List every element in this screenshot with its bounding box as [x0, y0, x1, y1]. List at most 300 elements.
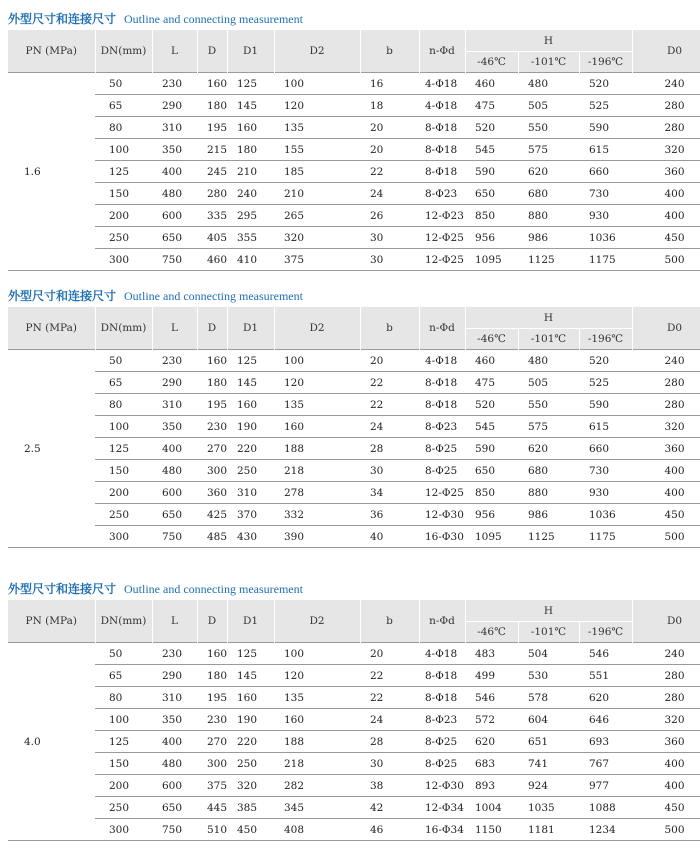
cell-d2: 218 [274, 460, 360, 482]
cell-h-46: 850 [465, 205, 518, 227]
cell-dn: 150 [95, 183, 152, 205]
header-d2: D2 [274, 307, 360, 350]
cell-h-101: 1181 [518, 819, 579, 841]
header-d0: D0 [632, 307, 700, 350]
table-row [8, 394, 700, 416]
table-row [8, 753, 700, 775]
cell-d1: 210 [227, 161, 274, 183]
cell-l: 350 [152, 709, 197, 731]
header-dn: DN(mm) [95, 30, 152, 73]
header-d: D [197, 600, 227, 643]
cell-h-46: 590 [465, 161, 518, 183]
header-pn: PN (MPa) [8, 30, 95, 73]
cell-d: 160 [197, 350, 227, 372]
cell-d1: 320 [227, 775, 274, 797]
cell-nd: 8-Φ18 [419, 665, 465, 687]
cell-nd: 8-Φ18 [419, 687, 465, 709]
cell-d0: 360 [632, 438, 700, 460]
cell-d0: 450 [632, 227, 700, 249]
header-nd: n-Φd [419, 30, 465, 73]
cell-h-46: 475 [465, 95, 518, 117]
cell-d: 160 [197, 643, 227, 665]
cell-d2: 100 [274, 73, 360, 95]
cell-h-196: 1036 [579, 227, 632, 249]
spec-table [8, 307, 700, 548]
cell-b: 24 [360, 183, 419, 205]
cell-h-196: 660 [579, 161, 632, 183]
section-title-en: Outline and connecting measurement [124, 12, 303, 26]
cell-d: 195 [197, 687, 227, 709]
cell-l: 650 [152, 227, 197, 249]
cell-h-101: 480 [518, 73, 579, 95]
table-row [8, 775, 700, 797]
spec-table [8, 600, 700, 841]
cell-d2: 185 [274, 161, 360, 183]
cell-d2: 375 [274, 249, 360, 271]
cell-d2: 135 [274, 394, 360, 416]
cell-nd: 8-Φ23 [419, 709, 465, 731]
cell-d1: 370 [227, 504, 274, 526]
table-row [8, 526, 700, 548]
cell-d0: 400 [632, 482, 700, 504]
cell-b: 20 [360, 350, 419, 372]
table-row [8, 438, 700, 460]
table-row [8, 797, 700, 819]
cell-d1: 190 [227, 416, 274, 438]
cell-d0: 450 [632, 504, 700, 526]
cell-d1: 145 [227, 372, 274, 394]
cell-d0: 240 [632, 350, 700, 372]
header-h-196: -196℃ [579, 329, 632, 350]
cell-h-196: 660 [579, 438, 632, 460]
table-row [8, 139, 700, 161]
cell-h-196: 615 [579, 416, 632, 438]
cell-h-101: 680 [518, 183, 579, 205]
cell-l: 600 [152, 482, 197, 504]
cell-b: 42 [360, 797, 419, 819]
cell-l: 310 [152, 117, 197, 139]
cell-dn: 300 [95, 526, 152, 548]
cell-h-101: 1125 [518, 526, 579, 548]
cell-b: 30 [360, 227, 419, 249]
cell-d2: 120 [274, 372, 360, 394]
cell-h-196: 520 [579, 350, 632, 372]
cell-nd: 12-Φ25 [419, 249, 465, 271]
cell-dn: 65 [95, 95, 152, 117]
cell-l: 350 [152, 416, 197, 438]
header-h: H [465, 30, 632, 52]
cell-d: 180 [197, 95, 227, 117]
cell-h-101: 680 [518, 460, 579, 482]
cell-nd: 16-Φ34 [419, 819, 465, 841]
cell-h-46: 483 [465, 643, 518, 665]
header-b: b [360, 600, 419, 643]
cell-d0: 280 [632, 372, 700, 394]
cell-l: 230 [152, 643, 197, 665]
cell-h-46: 520 [465, 394, 518, 416]
header-h-101: -101℃ [518, 622, 579, 643]
cell-d2: 188 [274, 438, 360, 460]
cell-l: 650 [152, 797, 197, 819]
cell-l: 400 [152, 731, 197, 753]
cell-h-101: 604 [518, 709, 579, 731]
cell-h-46: 545 [465, 139, 518, 161]
cell-dn: 100 [95, 139, 152, 161]
cell-pn: 1.6 [8, 73, 95, 271]
cell-nd: 8-Φ18 [419, 117, 465, 139]
cell-l: 230 [152, 73, 197, 95]
cell-d: 160 [197, 73, 227, 95]
cell-d1: 190 [227, 709, 274, 731]
table-row [8, 183, 700, 205]
cell-d2: 155 [274, 139, 360, 161]
cell-nd: 8-Φ25 [419, 731, 465, 753]
section-title-cn: 外型尺寸和连接尺寸 [8, 12, 117, 26]
header-b: b [360, 307, 419, 350]
cell-dn: 125 [95, 438, 152, 460]
cell-d0: 360 [632, 161, 700, 183]
cell-d2: 135 [274, 687, 360, 709]
table-row [8, 416, 700, 438]
cell-dn: 125 [95, 731, 152, 753]
cell-d2: 100 [274, 350, 360, 372]
cell-d: 460 [197, 249, 227, 271]
header-h-46: -46℃ [465, 52, 518, 73]
cell-d0: 280 [632, 117, 700, 139]
header-d1: D1 [227, 307, 274, 350]
cell-h-101: 741 [518, 753, 579, 775]
cell-d: 230 [197, 709, 227, 731]
cell-nd: 8-Φ18 [419, 372, 465, 394]
cell-h-196: 590 [579, 394, 632, 416]
cell-h-196: 930 [579, 482, 632, 504]
cell-l: 600 [152, 205, 197, 227]
cell-dn: 150 [95, 460, 152, 482]
cell-b: 24 [360, 416, 419, 438]
cell-h-196: 646 [579, 709, 632, 731]
cell-b: 22 [360, 665, 419, 687]
header-h-46: -46℃ [465, 622, 518, 643]
cell-d1: 250 [227, 753, 274, 775]
cell-dn: 250 [95, 797, 152, 819]
cell-dn: 250 [95, 504, 152, 526]
cell-b: 22 [360, 161, 419, 183]
cell-h-101: 550 [518, 394, 579, 416]
cell-h-196: 620 [579, 687, 632, 709]
section-title [8, 578, 692, 600]
cell-d1: 160 [227, 687, 274, 709]
cell-dn: 50 [95, 350, 152, 372]
cell-nd: 8-Φ23 [419, 183, 465, 205]
cell-h-196: 1175 [579, 249, 632, 271]
table-row [8, 73, 700, 95]
cell-h-196: 551 [579, 665, 632, 687]
cell-h-101: 924 [518, 775, 579, 797]
cell-d2: 188 [274, 731, 360, 753]
cell-h-101: 480 [518, 350, 579, 372]
header-d0: D0 [632, 600, 700, 643]
cell-d: 425 [197, 504, 227, 526]
cell-h-196: 1036 [579, 504, 632, 526]
header-d0: D0 [632, 30, 700, 73]
cell-h-101: 620 [518, 438, 579, 460]
cell-h-46: 572 [465, 709, 518, 731]
cell-nd: 16-Φ30 [419, 526, 465, 548]
cell-d1: 125 [227, 643, 274, 665]
cell-l: 750 [152, 249, 197, 271]
cell-h-101: 1125 [518, 249, 579, 271]
cell-h-196: 525 [579, 95, 632, 117]
table-row [8, 643, 700, 665]
cell-d: 405 [197, 227, 227, 249]
cell-h-46: 620 [465, 731, 518, 753]
cell-dn: 50 [95, 643, 152, 665]
header-h-46: -46℃ [465, 329, 518, 350]
header-h-101: -101℃ [518, 329, 579, 350]
table-row [8, 819, 700, 841]
cell-d: 270 [197, 438, 227, 460]
cell-d1: 160 [227, 394, 274, 416]
table-row [8, 227, 700, 249]
spec-section [8, 578, 692, 841]
cell-l: 400 [152, 161, 197, 183]
cell-dn: 50 [95, 73, 152, 95]
cell-l: 310 [152, 394, 197, 416]
cell-l: 750 [152, 526, 197, 548]
cell-d2: 135 [274, 117, 360, 139]
cell-d2: 120 [274, 665, 360, 687]
cell-h-46: 1004 [465, 797, 518, 819]
cell-h-196: 525 [579, 372, 632, 394]
header-dn: DN(mm) [95, 600, 152, 643]
cell-dn: 300 [95, 819, 152, 841]
cell-nd: 8-Φ25 [419, 460, 465, 482]
cell-h-101: 620 [518, 161, 579, 183]
cell-b: 30 [360, 460, 419, 482]
cell-dn: 250 [95, 227, 152, 249]
cell-d0: 320 [632, 139, 700, 161]
cell-l: 480 [152, 753, 197, 775]
cell-d1: 310 [227, 482, 274, 504]
cell-d0: 320 [632, 709, 700, 731]
cell-h-196: 693 [579, 731, 632, 753]
section-title-cn: 外型尺寸和连接尺寸 [8, 289, 117, 303]
cell-dn: 200 [95, 205, 152, 227]
cell-dn: 80 [95, 394, 152, 416]
cell-h-46: 546 [465, 687, 518, 709]
cell-h-196: 1088 [579, 797, 632, 819]
cell-d1: 145 [227, 95, 274, 117]
cell-d: 300 [197, 460, 227, 482]
cell-b: 24 [360, 709, 419, 731]
cell-nd: 12-Φ25 [419, 482, 465, 504]
header-d: D [197, 307, 227, 350]
cell-h-196: 730 [579, 183, 632, 205]
cell-h-101: 550 [518, 117, 579, 139]
cell-nd: 8-Φ23 [419, 416, 465, 438]
section-title-en: Outline and connecting measurement [124, 582, 303, 596]
cell-h-101: 504 [518, 643, 579, 665]
cell-b: 28 [360, 438, 419, 460]
cell-h-46: 956 [465, 504, 518, 526]
section-title-en: Outline and connecting measurement [124, 289, 303, 303]
cell-d2: 332 [274, 504, 360, 526]
cell-b: 30 [360, 753, 419, 775]
cell-l: 750 [152, 819, 197, 841]
header-nd: n-Φd [419, 307, 465, 350]
cell-d2: 210 [274, 183, 360, 205]
cell-b: 22 [360, 372, 419, 394]
cell-b: 26 [360, 205, 419, 227]
cell-d2: 100 [274, 643, 360, 665]
cell-h-46: 1150 [465, 819, 518, 841]
cell-b: 18 [360, 95, 419, 117]
table-row [8, 665, 700, 687]
cell-d1: 125 [227, 350, 274, 372]
header-h-196: -196℃ [579, 622, 632, 643]
cell-nd: 4-Φ18 [419, 73, 465, 95]
cell-d0: 500 [632, 819, 700, 841]
header-l: L [152, 600, 197, 643]
cell-b: 40 [360, 526, 419, 548]
cell-b: 34 [360, 482, 419, 504]
cell-d1: 430 [227, 526, 274, 548]
cell-pn: 2.5 [8, 350, 95, 548]
section-title-cn: 外型尺寸和连接尺寸 [8, 582, 117, 596]
cell-d2: 218 [274, 753, 360, 775]
cell-h-101: 880 [518, 482, 579, 504]
cell-h-46: 499 [465, 665, 518, 687]
cell-nd: 4-Φ18 [419, 95, 465, 117]
header-d2: D2 [274, 30, 360, 73]
table-row [8, 482, 700, 504]
cell-d2: 160 [274, 709, 360, 731]
cell-h-196: 590 [579, 117, 632, 139]
cell-d0: 400 [632, 460, 700, 482]
header-d1: D1 [227, 600, 274, 643]
cell-d0: 400 [632, 183, 700, 205]
cell-h-101: 530 [518, 665, 579, 687]
table-body [8, 73, 700, 271]
cell-dn: 100 [95, 709, 152, 731]
cell-h-196: 977 [579, 775, 632, 797]
cell-b: 20 [360, 643, 419, 665]
cell-h-196: 730 [579, 460, 632, 482]
cell-d: 280 [197, 183, 227, 205]
cell-d0: 320 [632, 416, 700, 438]
cell-dn: 200 [95, 482, 152, 504]
header-pn: PN (MPa) [8, 307, 95, 350]
header-d1: D1 [227, 30, 274, 73]
cell-d1: 240 [227, 183, 274, 205]
cell-l: 310 [152, 687, 197, 709]
cell-d: 300 [197, 753, 227, 775]
cell-b: 28 [360, 731, 419, 753]
cell-h-101: 575 [518, 139, 579, 161]
cell-b: 46 [360, 819, 419, 841]
cell-nd: 12-Φ30 [419, 775, 465, 797]
cell-d2: 120 [274, 95, 360, 117]
cell-d: 335 [197, 205, 227, 227]
cell-d2: 265 [274, 205, 360, 227]
cell-d0: 500 [632, 249, 700, 271]
header-d: D [197, 30, 227, 73]
cell-dn: 65 [95, 665, 152, 687]
cell-nd: 8-Φ18 [419, 394, 465, 416]
table-row [8, 95, 700, 117]
cell-d1: 145 [227, 665, 274, 687]
header-l: L [152, 307, 197, 350]
cell-h-101: 505 [518, 372, 579, 394]
table-row [8, 372, 700, 394]
section-title [8, 285, 692, 307]
cell-h-101: 986 [518, 227, 579, 249]
cell-nd: 12-Φ25 [419, 227, 465, 249]
cell-h-46: 1095 [465, 526, 518, 548]
cell-d1: 295 [227, 205, 274, 227]
cell-l: 290 [152, 372, 197, 394]
cell-d: 445 [197, 797, 227, 819]
cell-d1: 220 [227, 438, 274, 460]
cell-d1: 180 [227, 139, 274, 161]
cell-h-196: 615 [579, 139, 632, 161]
cell-h-196: 1234 [579, 819, 632, 841]
table-row [8, 117, 700, 139]
cell-d0: 400 [632, 205, 700, 227]
cell-nd: 4-Φ18 [419, 643, 465, 665]
cell-d: 485 [197, 526, 227, 548]
cell-d1: 160 [227, 117, 274, 139]
cell-d1: 410 [227, 249, 274, 271]
cell-h-196: 520 [579, 73, 632, 95]
cell-h-46: 520 [465, 117, 518, 139]
table-row [8, 350, 700, 372]
header-l: L [152, 30, 197, 73]
cell-d: 180 [197, 665, 227, 687]
cell-dn: 300 [95, 249, 152, 271]
cell-d1: 125 [227, 73, 274, 95]
cell-d2: 345 [274, 797, 360, 819]
cell-h-46: 893 [465, 775, 518, 797]
cell-dn: 200 [95, 775, 152, 797]
cell-h-46: 1095 [465, 249, 518, 271]
cell-h-46: 545 [465, 416, 518, 438]
table-row [8, 731, 700, 753]
table-row [8, 205, 700, 227]
cell-d: 215 [197, 139, 227, 161]
cell-nd: 12-Φ30 [419, 504, 465, 526]
cell-d1: 355 [227, 227, 274, 249]
cell-d2: 320 [274, 227, 360, 249]
cell-h-101: 575 [518, 416, 579, 438]
cell-h-101: 880 [518, 205, 579, 227]
cell-h-46: 475 [465, 372, 518, 394]
cell-h-46: 650 [465, 183, 518, 205]
header-h-101: -101℃ [518, 52, 579, 73]
cell-b: 16 [360, 73, 419, 95]
table-body [8, 350, 700, 548]
cell-dn: 80 [95, 687, 152, 709]
cell-h-196: 1175 [579, 526, 632, 548]
cell-h-101: 1035 [518, 797, 579, 819]
cell-d2: 408 [274, 819, 360, 841]
section-title [8, 8, 692, 30]
cell-l: 480 [152, 183, 197, 205]
cell-nd: 8-Φ18 [419, 161, 465, 183]
cell-d2: 278 [274, 482, 360, 504]
cell-b: 20 [360, 139, 419, 161]
cell-l: 230 [152, 350, 197, 372]
